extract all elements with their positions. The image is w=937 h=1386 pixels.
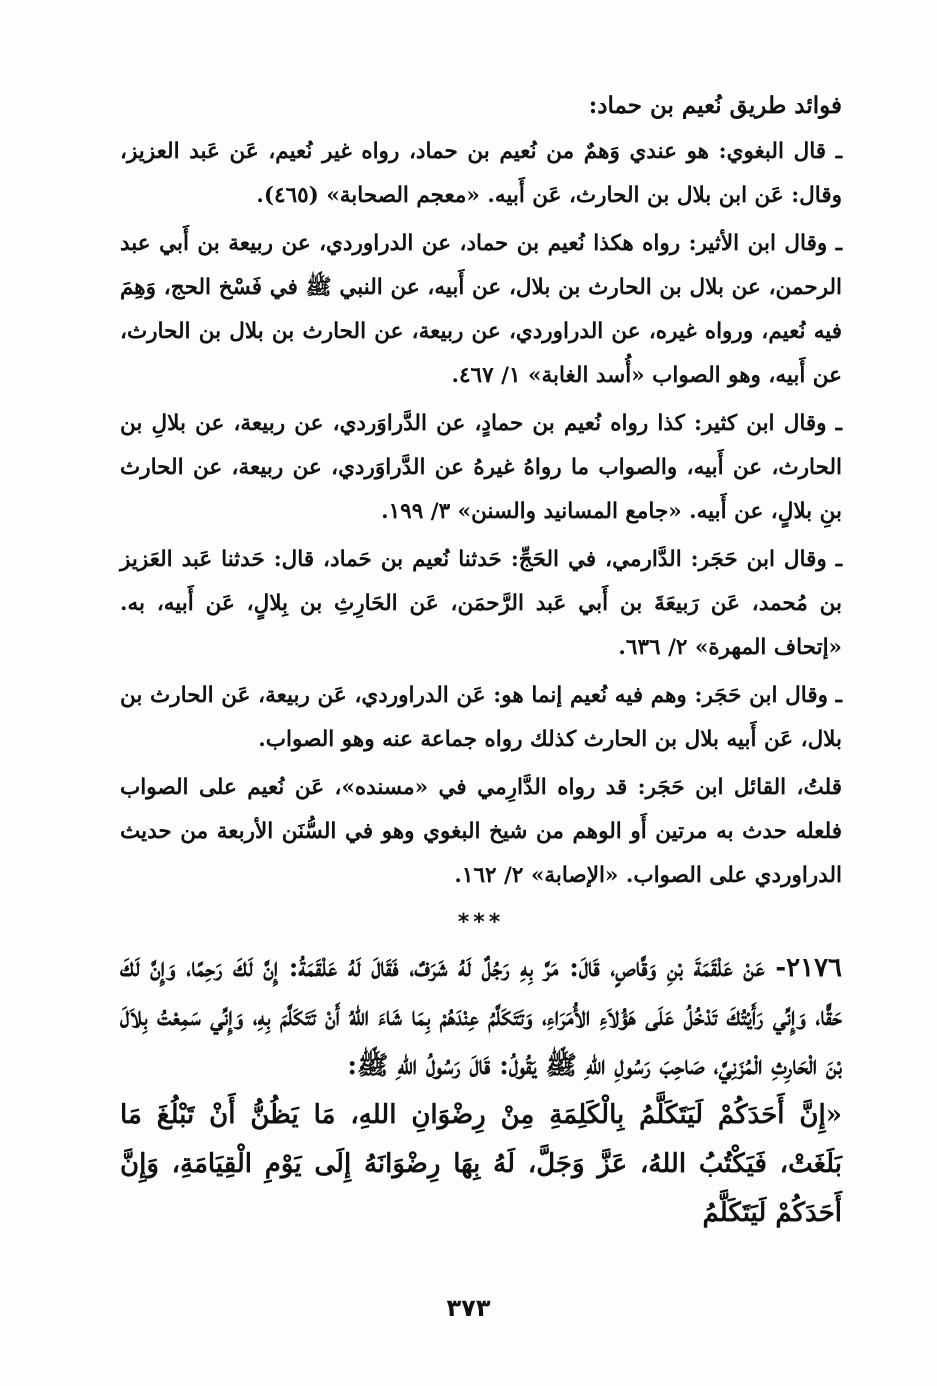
page-number: ٣٧٣ [446, 1294, 491, 1322]
section-separator: *** [457, 910, 505, 935]
note-ibn-kathir: ـ وقال ابن كثير: كذا رواه نُعيم بن حمادٍ، عن الدَّراوَردي، عن ربيعة، عن بلالِ بن الحارث، عن أَبيه، والصواب ما رواهُ غيرهُ عن الدَّراوَردي، عن ربيعة، عن الحارث بنِ بلالٍ، عن أَبيه. «جامع المسانيد والسنن» ٣/ ١٩٩. [120, 411, 842, 524]
hadith-matn: «إِنَّ أَحَدَكُمْ لَيَتَكَلَّمُ بِالْكَلِمَةِ مِنْ رِضْوَانِ اللهِ، مَا يَظُنُّ أَنْ تَبْلُغَ مَا بَلَغَتْ، فَيَكْتُبُ اللهُ، عَزَّ وَجَلَّ، لَهُ بِهَا رِضْوَانَهُ إِلَى يَوْمِ الْقِيَامَةِ، وَإِنَّ أَحَدَكُمْ لَيَتَكَلَّمُ [120, 1100, 842, 1228]
section-heading: فوائد طريق نُعيم بن حماد: [588, 92, 842, 119]
note-ibn-hajar-wahm: ـ وقال ابن حَجَر: وهم فيه نُعيم إنما هو: عَن الدراوردي، عَن ربيعة، عَن الحارث بن بلال، عَن أَبيه بلال بن الحارث كذلك رواه جماعة عنه وهو الصواب. [120, 683, 842, 752]
page-body [120, 88, 842, 1238]
hadith-isnad: ٢١٧٦- عَنْ عَلْقَمَةَ بْنِ وَقَّاصٍ، قَالَ: مَرَّ بِهِ رَجُلٌ لَهُ شَرَفٌ، فَقَالَ لَهُ عَلْقَمَةُ: إِنَّ لَكَ رَحِمًا، وَإِنَّ لَكَ حَقًّا، وَإِنِّي رَأَيْتُكَ تَدْخُلُ عَلَى هَؤُلاَءِ الأُمَرَاءِ، وَتَتَكَلَّمُ عِنْدَهُمْ بِمَا شَاءَ اللهُ أَنْ تَتَكَلَّمَ بِهِ، وَإِنِّي سَمِعْتُ بِلاَلَ بْنَ الْحَارِثِ الْمُزَنِيَّ، صَاحِبَ رَسُولِ اللهِ ﷺ يَقُولُ: قَالَ رَسُولُ اللهِ ﷺ: [120, 953, 842, 1081]
note-ibn-hajar-ithaf: ـ وقال ابن حَجَر: الدَّارمي، في الحَجِّ: حَدثنا نُعيم بن حَماد، قال: حَدثنا عَبد العَزيز بن مُحمد، عَن رَبيعَةَ بن أَبي عَبد الرَّحمَن، عَن الحَارِثِ بن بِلالٍ، عَن أَبيه، به. «إتحاف المهرة» ٢/ ٦٣٦. [120, 547, 842, 660]
note-baghawi: ـ قال البغوي: هو عندي وَهمٌ من نُعيم بن حماد، رواه غير نُعيم، عَن عَبد العزيز، وقال: عَن ابن بلال بن الحارث، عَن أَبيه. «معجم الصحابة» (٤٦٥). [120, 139, 842, 208]
note-qultu: قلتُ، القائل ابن حَجَر: قد رواه الدَّارِمي في «مسنده»، عَن نُعيم على الصواب فلعله حدث به مرتين أَو الوهم من شيخ البغوي وهو في السُّنَن الأربعة من حديث الدراوردي على الصواب. «الإصابة» ٢/ ١٦٢. [120, 775, 842, 888]
note-ibn-al-athir: ـ وقال ابن الأثير: رواه هكذا نُعيم بن حماد، عن الدراوردي، عن ربيعة بن أَبي عبد الرحمن، عن بلال بن الحارث بن بلال، عن أَبيه، عن النبي ﷺ في فَسْخ الحج، وَهِمَ فيه نُعيم، ورواه غيره، عن الدراوردي، عن ربيعة، عن الحارث بن بلال بن الحارث، عن أَبيه، وهو الصواب «أُسد الغابة» ١/ ٤٦٧. [120, 231, 842, 388]
